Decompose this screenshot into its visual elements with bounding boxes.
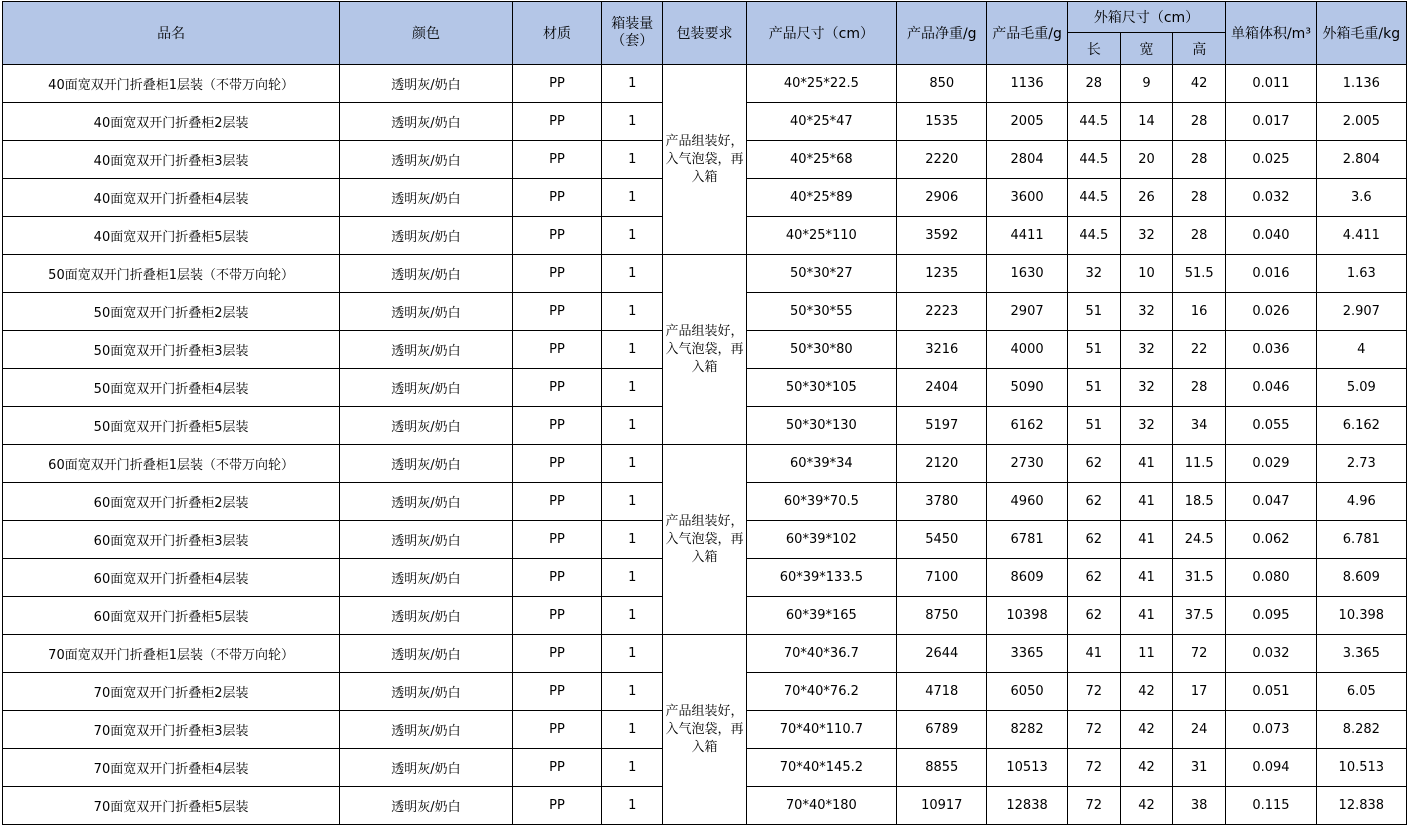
cell-qty: 1 [602, 711, 663, 749]
header-height: 高 [1173, 33, 1226, 65]
cell-net-weight: 6789 [897, 711, 987, 749]
cell-outer-weight: 2.907 [1316, 293, 1406, 331]
cell-volume: 0.025 [1226, 141, 1316, 179]
cell-length: 44.5 [1067, 179, 1120, 217]
cell-length: 62 [1067, 521, 1120, 559]
cell-height: 28 [1173, 141, 1226, 179]
cell-net-weight: 2404 [897, 369, 987, 407]
cell-color: 透明灰/奶白 [340, 711, 513, 749]
cell-material: PP [512, 711, 601, 749]
cell-qty: 1 [602, 483, 663, 521]
cell-material: PP [512, 749, 601, 787]
cell-width: 42 [1120, 787, 1172, 825]
cell-gross-weight: 1136 [987, 65, 1067, 103]
cell-width: 41 [1120, 483, 1172, 521]
cell-material: PP [512, 445, 601, 483]
cell-name: 50面宽双开门折叠柜5层装 [3, 407, 340, 445]
cell-gross-weight: 4960 [987, 483, 1067, 521]
cell-width: 32 [1120, 217, 1172, 255]
header-qty: 箱装量（套） [602, 2, 663, 65]
cell-qty: 1 [602, 255, 663, 293]
cell-height: 31.5 [1173, 559, 1226, 597]
cell-net-weight: 5450 [897, 521, 987, 559]
cell-size: 60*39*165 [746, 597, 897, 635]
cell-width: 32 [1120, 369, 1172, 407]
cell-outer-weight: 2.005 [1316, 103, 1406, 141]
cell-name: 70面宽双开门折叠柜5层装 [3, 787, 340, 825]
cell-width: 42 [1120, 673, 1172, 711]
cell-height: 24.5 [1173, 521, 1226, 559]
cell-qty: 1 [602, 103, 663, 141]
cell-length: 62 [1067, 559, 1120, 597]
cell-name: 70面宽双开门折叠柜4层装 [3, 749, 340, 787]
cell-size: 60*39*133.5 [746, 559, 897, 597]
table-row [3, 65, 1407, 103]
cell-volume: 0.036 [1226, 331, 1316, 369]
cell-width: 41 [1120, 597, 1172, 635]
cell-qty: 1 [602, 597, 663, 635]
cell-outer-weight: 4.411 [1316, 217, 1406, 255]
product-spec-table [2, 1, 1407, 825]
cell-net-weight: 1235 [897, 255, 987, 293]
cell-outer-weight: 2.73 [1316, 445, 1406, 483]
cell-name: 60面宽双开门折叠柜5层装 [3, 597, 340, 635]
cell-width: 32 [1120, 407, 1172, 445]
cell-volume: 0.032 [1226, 179, 1316, 217]
header-net-weight: 产品净重/g [897, 2, 987, 65]
cell-outer-weight: 4.96 [1316, 483, 1406, 521]
cell-net-weight: 2223 [897, 293, 987, 331]
cell-size: 40*25*89 [746, 179, 897, 217]
cell-name: 50面宽双开门折叠柜4层装 [3, 369, 340, 407]
cell-volume: 0.115 [1226, 787, 1316, 825]
cell-material: PP [512, 673, 601, 711]
header-volume: 单箱体积/m³ [1226, 2, 1316, 65]
table-row [3, 255, 1407, 293]
cell-net-weight: 10917 [897, 787, 987, 825]
cell-length: 51 [1067, 369, 1120, 407]
cell-size: 70*40*36.7 [746, 635, 897, 673]
cell-qty: 1 [602, 673, 663, 711]
cell-size: 50*30*130 [746, 407, 897, 445]
cell-gross-weight: 2804 [987, 141, 1067, 179]
cell-outer-weight: 12.838 [1316, 787, 1406, 825]
cell-size: 40*25*68 [746, 141, 897, 179]
cell-length: 44.5 [1067, 141, 1120, 179]
cell-volume: 0.062 [1226, 521, 1316, 559]
cell-material: PP [512, 635, 601, 673]
cell-height: 28 [1173, 217, 1226, 255]
cell-size: 50*30*27 [746, 255, 897, 293]
cell-net-weight: 1535 [897, 103, 987, 141]
cell-outer-weight: 10.513 [1316, 749, 1406, 787]
cell-width: 32 [1120, 331, 1172, 369]
header-pack: 包装要求 [663, 2, 746, 65]
cell-outer-weight: 6.05 [1316, 673, 1406, 711]
cell-outer-weight: 10.398 [1316, 597, 1406, 635]
cell-gross-weight: 5090 [987, 369, 1067, 407]
cell-size: 60*39*34 [746, 445, 897, 483]
table-body [3, 65, 1407, 825]
cell-height: 72 [1173, 635, 1226, 673]
cell-pack-requirement: 产品组装好，入气泡袋，再入箱 [663, 65, 746, 255]
cell-volume: 0.051 [1226, 673, 1316, 711]
cell-qty: 1 [602, 635, 663, 673]
cell-height: 24 [1173, 711, 1226, 749]
header-gross-weight: 产品毛重/g [987, 2, 1067, 65]
cell-color: 透明灰/奶白 [340, 483, 513, 521]
cell-length: 41 [1067, 635, 1120, 673]
cell-size: 70*40*76.2 [746, 673, 897, 711]
cell-length: 72 [1067, 673, 1120, 711]
cell-color: 透明灰/奶白 [340, 293, 513, 331]
cell-length: 62 [1067, 445, 1120, 483]
cell-color: 透明灰/奶白 [340, 635, 513, 673]
cell-length: 62 [1067, 483, 1120, 521]
cell-height: 16 [1173, 293, 1226, 331]
cell-color: 透明灰/奶白 [340, 407, 513, 445]
cell-length: 44.5 [1067, 103, 1120, 141]
cell-height: 18.5 [1173, 483, 1226, 521]
cell-width: 32 [1120, 293, 1172, 331]
cell-material: PP [512, 407, 601, 445]
cell-pack-requirement: 产品组装好，入气泡袋，再入箱 [663, 635, 746, 825]
cell-gross-weight: 10513 [987, 749, 1067, 787]
cell-outer-weight: 3.6 [1316, 179, 1406, 217]
cell-length: 44.5 [1067, 217, 1120, 255]
cell-height: 28 [1173, 369, 1226, 407]
cell-volume: 0.073 [1226, 711, 1316, 749]
cell-width: 11 [1120, 635, 1172, 673]
cell-height: 31 [1173, 749, 1226, 787]
cell-height: 17 [1173, 673, 1226, 711]
cell-color: 透明灰/奶白 [340, 255, 513, 293]
cell-gross-weight: 10398 [987, 597, 1067, 635]
cell-height: 38 [1173, 787, 1226, 825]
cell-net-weight: 8855 [897, 749, 987, 787]
cell-volume: 0.080 [1226, 559, 1316, 597]
cell-length: 28 [1067, 65, 1120, 103]
cell-qty: 1 [602, 749, 663, 787]
cell-pack-requirement: 产品组装好，入气泡袋，再入箱 [663, 255, 746, 445]
cell-volume: 0.094 [1226, 749, 1316, 787]
cell-qty: 1 [602, 217, 663, 255]
cell-width: 41 [1120, 559, 1172, 597]
cell-material: PP [512, 103, 601, 141]
cell-volume: 0.046 [1226, 369, 1316, 407]
header-name: 品名 [3, 2, 340, 65]
cell-volume: 0.029 [1226, 445, 1316, 483]
cell-color: 透明灰/奶白 [340, 787, 513, 825]
cell-name: 70面宽双开门折叠柜3层装 [3, 711, 340, 749]
cell-name: 50面宽双开门折叠柜3层装 [3, 331, 340, 369]
cell-outer-weight: 2.804 [1316, 141, 1406, 179]
cell-qty: 1 [602, 141, 663, 179]
cell-size: 70*40*180 [746, 787, 897, 825]
cell-material: PP [512, 597, 601, 635]
header-outer-weight: 外箱毛重/kg [1316, 2, 1406, 65]
cell-material: PP [512, 179, 601, 217]
cell-color: 透明灰/奶白 [340, 179, 513, 217]
cell-color: 透明灰/奶白 [340, 521, 513, 559]
cell-name: 40面宽双开门折叠柜5层装 [3, 217, 340, 255]
cell-net-weight: 2644 [897, 635, 987, 673]
cell-name: 60面宽双开门折叠柜2层装 [3, 483, 340, 521]
cell-net-weight: 3592 [897, 217, 987, 255]
cell-color: 透明灰/奶白 [340, 673, 513, 711]
cell-width: 10 [1120, 255, 1172, 293]
cell-qty: 1 [602, 787, 663, 825]
cell-material: PP [512, 787, 601, 825]
cell-outer-weight: 6.781 [1316, 521, 1406, 559]
cell-qty: 1 [602, 179, 663, 217]
cell-width: 42 [1120, 749, 1172, 787]
cell-volume: 0.055 [1226, 407, 1316, 445]
cell-height: 34 [1173, 407, 1226, 445]
header-outer-size: 外箱尺寸（cm） [1067, 2, 1226, 33]
cell-material: PP [512, 217, 601, 255]
cell-color: 透明灰/奶白 [340, 445, 513, 483]
cell-size: 60*39*70.5 [746, 483, 897, 521]
cell-material: PP [512, 331, 601, 369]
cell-material: PP [512, 559, 601, 597]
cell-size: 40*25*110 [746, 217, 897, 255]
cell-size: 40*25*22.5 [746, 65, 897, 103]
cell-width: 26 [1120, 179, 1172, 217]
cell-material: PP [512, 255, 601, 293]
cell-color: 透明灰/奶白 [340, 749, 513, 787]
cell-net-weight: 3216 [897, 331, 987, 369]
cell-gross-weight: 1630 [987, 255, 1067, 293]
cell-qty: 1 [602, 521, 663, 559]
header-material: 材质 [512, 2, 601, 65]
cell-size: 40*25*47 [746, 103, 897, 141]
cell-net-weight: 8750 [897, 597, 987, 635]
cell-height: 22 [1173, 331, 1226, 369]
cell-outer-weight: 1.136 [1316, 65, 1406, 103]
cell-height: 11.5 [1173, 445, 1226, 483]
cell-width: 41 [1120, 445, 1172, 483]
cell-material: PP [512, 483, 601, 521]
cell-size: 60*39*102 [746, 521, 897, 559]
cell-gross-weight: 2907 [987, 293, 1067, 331]
cell-name: 40面宽双开门折叠柜1层装（不带万向轮） [3, 65, 340, 103]
cell-outer-weight: 4 [1316, 331, 1406, 369]
cell-name: 60面宽双开门折叠柜3层装 [3, 521, 340, 559]
cell-net-weight: 2906 [897, 179, 987, 217]
cell-length: 72 [1067, 711, 1120, 749]
cell-volume: 0.017 [1226, 103, 1316, 141]
cell-color: 透明灰/奶白 [340, 103, 513, 141]
cell-length: 72 [1067, 749, 1120, 787]
cell-outer-weight: 8.609 [1316, 559, 1406, 597]
cell-material: PP [512, 293, 601, 331]
cell-color: 透明灰/奶白 [340, 597, 513, 635]
cell-gross-weight: 6162 [987, 407, 1067, 445]
cell-color: 透明灰/奶白 [340, 331, 513, 369]
cell-width: 41 [1120, 521, 1172, 559]
cell-width: 14 [1120, 103, 1172, 141]
cell-name: 50面宽双开门折叠柜2层装 [3, 293, 340, 331]
cell-gross-weight: 4000 [987, 331, 1067, 369]
cell-qty: 1 [602, 559, 663, 597]
cell-color: 透明灰/奶白 [340, 369, 513, 407]
cell-net-weight: 5197 [897, 407, 987, 445]
cell-net-weight: 2220 [897, 141, 987, 179]
cell-volume: 0.040 [1226, 217, 1316, 255]
cell-net-weight: 850 [897, 65, 987, 103]
cell-material: PP [512, 521, 601, 559]
cell-outer-weight: 5.09 [1316, 369, 1406, 407]
cell-gross-weight: 6050 [987, 673, 1067, 711]
cell-material: PP [512, 369, 601, 407]
cell-size: 50*30*55 [746, 293, 897, 331]
cell-height: 28 [1173, 103, 1226, 141]
cell-height: 51.5 [1173, 255, 1226, 293]
cell-name: 40面宽双开门折叠柜4层装 [3, 179, 340, 217]
cell-length: 72 [1067, 787, 1120, 825]
cell-volume: 0.095 [1226, 597, 1316, 635]
cell-volume: 0.011 [1226, 65, 1316, 103]
cell-gross-weight: 3365 [987, 635, 1067, 673]
cell-volume: 0.016 [1226, 255, 1316, 293]
table-header [3, 2, 1407, 65]
cell-volume: 0.032 [1226, 635, 1316, 673]
cell-color: 透明灰/奶白 [340, 217, 513, 255]
cell-gross-weight: 3600 [987, 179, 1067, 217]
cell-width: 20 [1120, 141, 1172, 179]
table-row [3, 635, 1407, 673]
cell-net-weight: 3780 [897, 483, 987, 521]
cell-gross-weight: 2730 [987, 445, 1067, 483]
cell-volume: 0.026 [1226, 293, 1316, 331]
header-length: 长 [1067, 33, 1120, 65]
cell-outer-weight: 6.162 [1316, 407, 1406, 445]
cell-material: PP [512, 65, 601, 103]
header-color: 颜色 [340, 2, 513, 65]
cell-size: 50*30*80 [746, 331, 897, 369]
cell-height: 37.5 [1173, 597, 1226, 635]
cell-size: 70*40*145.2 [746, 749, 897, 787]
header-width: 宽 [1120, 33, 1172, 65]
table-row [3, 445, 1407, 483]
cell-name: 70面宽双开门折叠柜1层装（不带万向轮） [3, 635, 340, 673]
cell-qty: 1 [602, 445, 663, 483]
cell-size: 50*30*105 [746, 369, 897, 407]
cell-qty: 1 [602, 65, 663, 103]
cell-qty: 1 [602, 293, 663, 331]
cell-qty: 1 [602, 331, 663, 369]
cell-length: 51 [1067, 331, 1120, 369]
cell-width: 42 [1120, 711, 1172, 749]
cell-qty: 1 [602, 407, 663, 445]
cell-height: 42 [1173, 65, 1226, 103]
cell-volume: 0.047 [1226, 483, 1316, 521]
cell-gross-weight: 6781 [987, 521, 1067, 559]
cell-name: 50面宽双开门折叠柜1层装（不带万向轮） [3, 255, 340, 293]
cell-color: 透明灰/奶白 [340, 141, 513, 179]
cell-gross-weight: 8609 [987, 559, 1067, 597]
cell-outer-weight: 3.365 [1316, 635, 1406, 673]
cell-net-weight: 2120 [897, 445, 987, 483]
cell-color: 透明灰/奶白 [340, 559, 513, 597]
cell-outer-weight: 8.282 [1316, 711, 1406, 749]
cell-gross-weight: 4411 [987, 217, 1067, 255]
cell-gross-weight: 2005 [987, 103, 1067, 141]
cell-pack-requirement: 产品组装好，入气泡袋，再入箱 [663, 445, 746, 635]
cell-name: 60面宽双开门折叠柜4层装 [3, 559, 340, 597]
cell-net-weight: 4718 [897, 673, 987, 711]
cell-name: 60面宽双开门折叠柜1层装（不带万向轮） [3, 445, 340, 483]
cell-outer-weight: 1.63 [1316, 255, 1406, 293]
cell-length: 51 [1067, 407, 1120, 445]
cell-length: 62 [1067, 597, 1120, 635]
cell-length: 32 [1067, 255, 1120, 293]
cell-material: PP [512, 141, 601, 179]
header-size: 产品尺寸（cm） [746, 2, 897, 65]
cell-name: 40面宽双开门折叠柜3层装 [3, 141, 340, 179]
cell-color: 透明灰/奶白 [340, 65, 513, 103]
cell-qty: 1 [602, 369, 663, 407]
cell-net-weight: 7100 [897, 559, 987, 597]
cell-gross-weight: 12838 [987, 787, 1067, 825]
cell-length: 51 [1067, 293, 1120, 331]
cell-size: 70*40*110.7 [746, 711, 897, 749]
cell-height: 28 [1173, 179, 1226, 217]
cell-name: 40面宽双开门折叠柜2层装 [3, 103, 340, 141]
cell-gross-weight: 8282 [987, 711, 1067, 749]
cell-width: 9 [1120, 65, 1172, 103]
cell-name: 70面宽双开门折叠柜2层装 [3, 673, 340, 711]
